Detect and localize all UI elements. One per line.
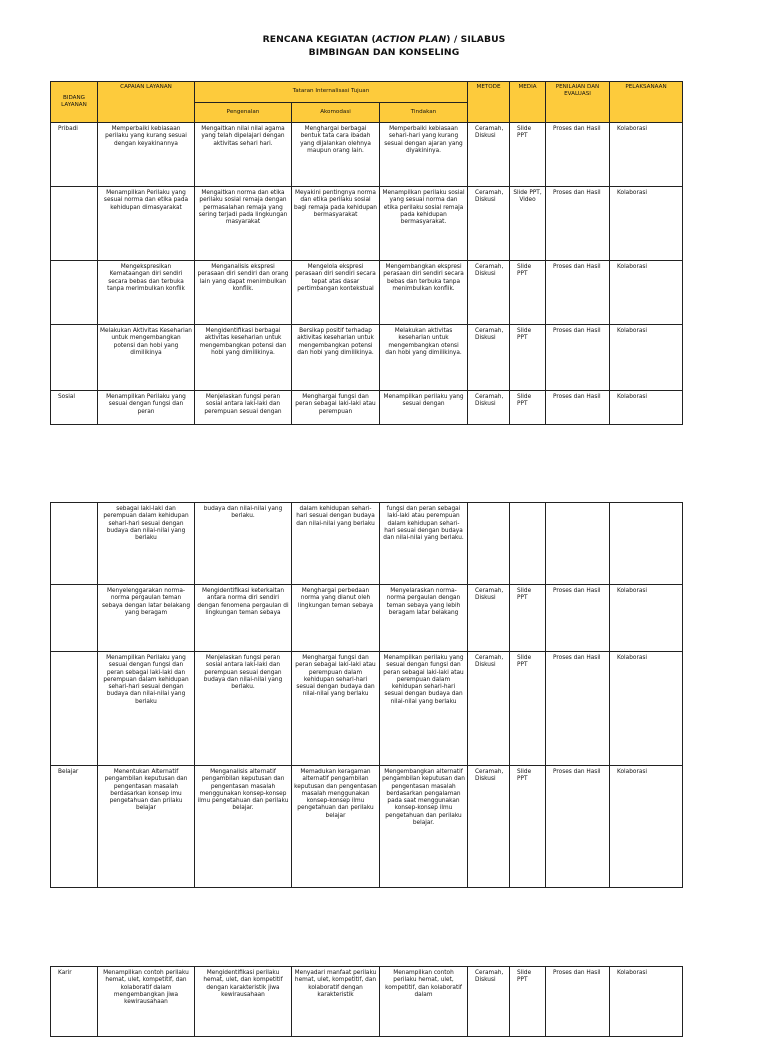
header-metode: METODE — [468, 82, 510, 123]
cell-pengenalan: Mengidentifikasi perilaku hemat, ulet, dan kompetitif dengan karakteristik jiwa kewirausahaan — [195, 967, 292, 1037]
cell-metode: Ceramah, Diskusi — [468, 325, 510, 391]
header-tataran: Tataran Internalisasi Tujuan — [195, 82, 468, 103]
header-akomodasi: Akomodasi — [292, 102, 380, 123]
table-row — [51, 261, 683, 325]
title-italic: ACTION PLAN — [375, 34, 447, 45]
header-row-1 — [51, 82, 683, 103]
cell-metode — [468, 503, 510, 585]
cell-penilaian — [546, 503, 610, 585]
cell-tindakan: Mengembangkan ekspresi perasaan diri sendiri secara bebas dan terbuka tanpa menimbulkan konflik. — [380, 261, 468, 325]
cell-media: Slide PPT — [510, 585, 546, 652]
cell-tindakan: Menampilkan perilaku yang sesuai dengan — [380, 391, 468, 425]
cell-capaian: Menentukan Alternatif pengambilan keputusan dan pengentasan masalah berdasarkan konsep imu pengetahuan dan prilaku belajar — [98, 766, 195, 888]
cell-metode: Ceramah, Diskusi — [468, 261, 510, 325]
cell-capaian: Memperbaiki kebiasaan perilaku yang kurang sesuai dengan keyakinannya — [98, 123, 195, 187]
table-row — [51, 325, 683, 391]
cell-metode: Ceramah, Diskusi — [468, 585, 510, 652]
table-row — [51, 585, 683, 652]
cell-bidang — [51, 652, 98, 766]
cell-metode: Ceramah, Diskusi — [468, 967, 510, 1037]
cell-akomodasi: Memadukan keragaman alternatif pengambilan keputusan dan pengentasan masalah menggunakan konsep-konsep ilmu pengetahuan dan perilaku belajar — [292, 766, 380, 888]
table-row — [51, 123, 683, 187]
cell-pengenalan: Mengaitkan norma dan etika perilaku sosial remaja dengan permasalahan remaja yang sering terjadi pada lingkungan masyarakat — [195, 187, 292, 261]
cell-bidang — [51, 261, 98, 325]
cell-capaian: Mengekspresikan Kemataangan diri sendiri secara bebas dan terbuka tanpa merimbulkan konflik — [98, 261, 195, 325]
cell-bidang — [51, 187, 98, 261]
cell-pengenalan: Menganalisis ekspresi perasaan diri sendiri dan orang lain yang dapat menimbulkan konflik. — [195, 261, 292, 325]
silabus-table-part-1 — [50, 81, 683, 425]
cell-bidang: Belajar — [51, 766, 98, 888]
cell-penilaian: Proses dan Hasil — [546, 585, 610, 652]
header-media: MEDIA — [510, 82, 546, 123]
cell-bidang: Pribadi — [51, 123, 98, 187]
cell-media — [510, 503, 546, 585]
cell-tindakan: Mengembangkan alternatif pengambilan keputusan dan pengentasan masalah berdasarkan pengalaman pada saat menggunakan konsep-konsep ilmu pengetahuan dan perilaku belajar. — [380, 766, 468, 888]
title-line-2: BIMBINGAN DAN KONSELING — [308, 46, 460, 58]
cell-penilaian: Proses dan Hasil — [546, 187, 610, 261]
cell-pengenalan: Menjelaskan fungsi peran sosial antara laki-laki dan perempuan sesuai dengan — [195, 391, 292, 425]
header-penilaian: PENILAIAN DAN EVALUASI — [546, 82, 610, 123]
cell-media: Slide PPT — [510, 391, 546, 425]
cell-tindakan: Memperbaiki kebiasaan sehari-hari yang kurang sesuai dengan ajaran yang diyakininya. — [380, 123, 468, 187]
table-row — [51, 503, 683, 585]
header-pelaksanaan: PELAKSANAAN — [610, 82, 683, 123]
cell-pelaksanaan: Kolaborasi — [610, 325, 683, 391]
cell-penilaian: Proses dan Hasil — [546, 325, 610, 391]
cell-capaian: Menampilkan Perilaku yang sesuai dengan fungsi dan peran sebagai laki-laki dan perempuan dalam kehidupan sehari-hari sesuai dengan budaya dan nilai-nilai yang berlaku — [98, 652, 195, 766]
cell-pengenalan: budaya dan nilai-nilai yang berlaku. — [195, 503, 292, 585]
cell-akomodasi: Menghargai perbedaan norma yang dianut oleh lingkungan teman sebaya — [292, 585, 380, 652]
cell-pelaksanaan: Kolaborasi — [610, 391, 683, 425]
cell-penilaian: Proses dan Hasil — [546, 766, 610, 888]
cell-tindakan: Melakukan aktivitas keseharian untuk mengembangkan otensi dan hobi yang dimilikinya. — [380, 325, 468, 391]
cell-pengenalan: Mengaitkan nilai nilai agama yang telah dipelajari dengan aktivitas sehari hari. — [195, 123, 292, 187]
cell-penilaian: Proses dan Hasil — [546, 261, 610, 325]
cell-akomodasi: dalam kehidupan sehari-hari sesuai dengan budaya dan nilai-nilai yang berlaku — [292, 503, 380, 585]
cell-pengenalan: Menjelaskan fungsi peran sosial antara laki-laki dan perempuan sesuai dengan budaya dan nilai-nilai yang berlaku. — [195, 652, 292, 766]
cell-metode: Ceramah, Diskusi — [468, 187, 510, 261]
cell-metode: Ceramah, Diskusi — [468, 123, 510, 187]
table-row — [51, 187, 683, 261]
header-pengenalan: Pengenalan — [195, 102, 292, 123]
title-line-1 — [0, 34, 768, 47]
cell-akomodasi: Menghargai berbagai bentuk tata cara ibadah yang dijalankan olehnya maupun orang lain. — [292, 123, 380, 187]
cell-bidang: Karir — [51, 967, 98, 1037]
silabus-table-part-3 — [50, 966, 683, 1037]
cell-bidang — [51, 325, 98, 391]
cell-akomodasi: Menghargai fungsi dan peran sebagai laki-laki atau perempuan dalam kehidupan sehari-hari sesuai dengan budaya dan nilai-nilai yang berlaku — [292, 652, 380, 766]
cell-tindakan: fungsi dan peran sebagai laki-laki atau perempuan dalam kehidupan sehari-hari sesuai dengan budaya dan nilai-nilai yang berlaku. — [380, 503, 468, 585]
cell-akomodasi: Meyakini pentingnya norma dan etika perilaku sosial bagi remaja pada kehidupan bermasyarakat — [292, 187, 380, 261]
cell-media: Slide PPT — [510, 325, 546, 391]
cell-capaian: Menampilkan Perilaku yang sesuai norma dan etika pada kehidupan dimasyarakat — [98, 187, 195, 261]
cell-capaian: sebagai laki-laki dan perempuan dalam kehidupan sehari-hari sesuai dengan budaya dan nilai-nilai yang berlaku — [98, 503, 195, 585]
cell-media: Slide PPT — [510, 123, 546, 187]
silabus-table-part-2 — [50, 502, 683, 888]
cell-capaian: Menampilkan contoh perilaku hemat, ulet, kompetitif, dan kolaboratif dalam mengembangkan jiwa kewirausahaan — [98, 967, 195, 1037]
cell-media: Slide PPT, Video — [510, 187, 546, 261]
cell-pelaksanaan: Kolaborasi — [610, 967, 683, 1037]
title-post: ) / SILABUS — [446, 34, 506, 45]
cell-pelaksanaan — [610, 503, 683, 585]
cell-penilaian: Proses dan Hasil — [546, 123, 610, 187]
cell-pengenalan: Menganalisis alternatif pengambilan keputusan dan pengentasan masalah menggunakan konsep-konsep ilmu pengetahuan dan perilaku belajar. — [195, 766, 292, 888]
cell-media: Slide PPT — [510, 261, 546, 325]
cell-pelaksanaan: Kolaborasi — [610, 652, 683, 766]
cell-pelaksanaan: Kolaborasi — [610, 261, 683, 325]
table-row — [51, 766, 683, 888]
cell-capaian: Menampilkan Perilaku yang sesuai dengan fungsi dan peran — [98, 391, 195, 425]
cell-metode: Ceramah, Diskusi — [468, 766, 510, 888]
cell-media: Slide PPT — [510, 652, 546, 766]
cell-capaian: Menyelenggarakan norma-norma pergaulan teman sebaya dengan latar belakang yang beragam — [98, 585, 195, 652]
header-tindakan: Tindakan — [380, 102, 468, 123]
cell-akomodasi: Menghargai fungsi dan peran sebagai laki-laki atau perempuan — [292, 391, 380, 425]
title-pre: RENCANA KEGIATAN ( — [262, 34, 376, 45]
cell-media: Slide PPT — [510, 766, 546, 888]
cell-penilaian: Proses dan Hasil — [546, 967, 610, 1037]
cell-bidang — [51, 503, 98, 585]
cell-tindakan: Menyelaraskan norma-norma pergaulan dengan teman sebaya yang lebih beragam latar belakang — [380, 585, 468, 652]
cell-akomodasi: Menyadari manfaat perilaku hemat, ulet, kompetitif, dan kolaboratif dengan karakteristik — [292, 967, 380, 1037]
cell-penilaian: Proses dan Hasil — [546, 391, 610, 425]
table-row — [51, 967, 683, 1037]
cell-metode: Ceramah, Diskusi — [468, 652, 510, 766]
table-row — [51, 391, 683, 425]
cell-bidang: Sosial — [51, 391, 98, 425]
cell-penilaian: Proses dan Hasil — [546, 652, 610, 766]
header-capaian: CAPAIAN LAYANAN — [98, 82, 195, 123]
cell-tindakan: Menampilkan perilaku sosial yang sesuai norma dan etika perilaku sosial remaja pada kehidupan bermasyarakat. — [380, 187, 468, 261]
table-row — [51, 652, 683, 766]
cell-akomodasi: Bersikap positif terhadap aktivitas keseharian untuk mengembangkan potensi dan hobi yang dimilikinya. — [292, 325, 380, 391]
cell-metode: Ceramah, Diskusi — [468, 391, 510, 425]
cell-pengenalan: Mengidentifikasi berbagai aktivitas keseharian untuk mengembangkan potensi dan hobi yang dimilikinya. — [195, 325, 292, 391]
cell-pelaksanaan: Kolaborasi — [610, 585, 683, 652]
cell-media: Slide PPT — [510, 967, 546, 1037]
cell-pelaksanaan: Kolaborasi — [610, 766, 683, 888]
header-bidang: BIDANG LAYANAN — [51, 82, 98, 123]
cell-pelaksanaan: Kolaborasi — [610, 187, 683, 261]
cell-bidang — [51, 585, 98, 652]
cell-pelaksanaan: Kolaborasi — [610, 123, 683, 187]
cell-tindakan: Menampilkan perilaku yang sesuai dengan fungsi dan peran sebagai laki-laki atau perempuan dalam kehidupan sehari-hari sesuai dengan budaya dan nilai-nilai yang berlaku — [380, 652, 468, 766]
document-title — [0, 34, 768, 59]
cell-pengenalan: Mengidentifikasi keterkaitan antara norma diri sendiri dengan fenomena pergaulan di lingkungan teman sebaya — [195, 585, 292, 652]
cell-akomodasi: Mengelola ekspresi perasaan diri sendiri secara tepat atas dasar pertimbangan kontekstual — [292, 261, 380, 325]
cell-capaian: Melakukan Aktivitas Keseharian untuk mengembangkan potensi dan hobi yang dimilikinya — [98, 325, 195, 391]
cell-tindakan: Menampilkan contoh perilaku hemat, ulet, kompetitif, dan kolaboratif dalam — [380, 967, 468, 1037]
